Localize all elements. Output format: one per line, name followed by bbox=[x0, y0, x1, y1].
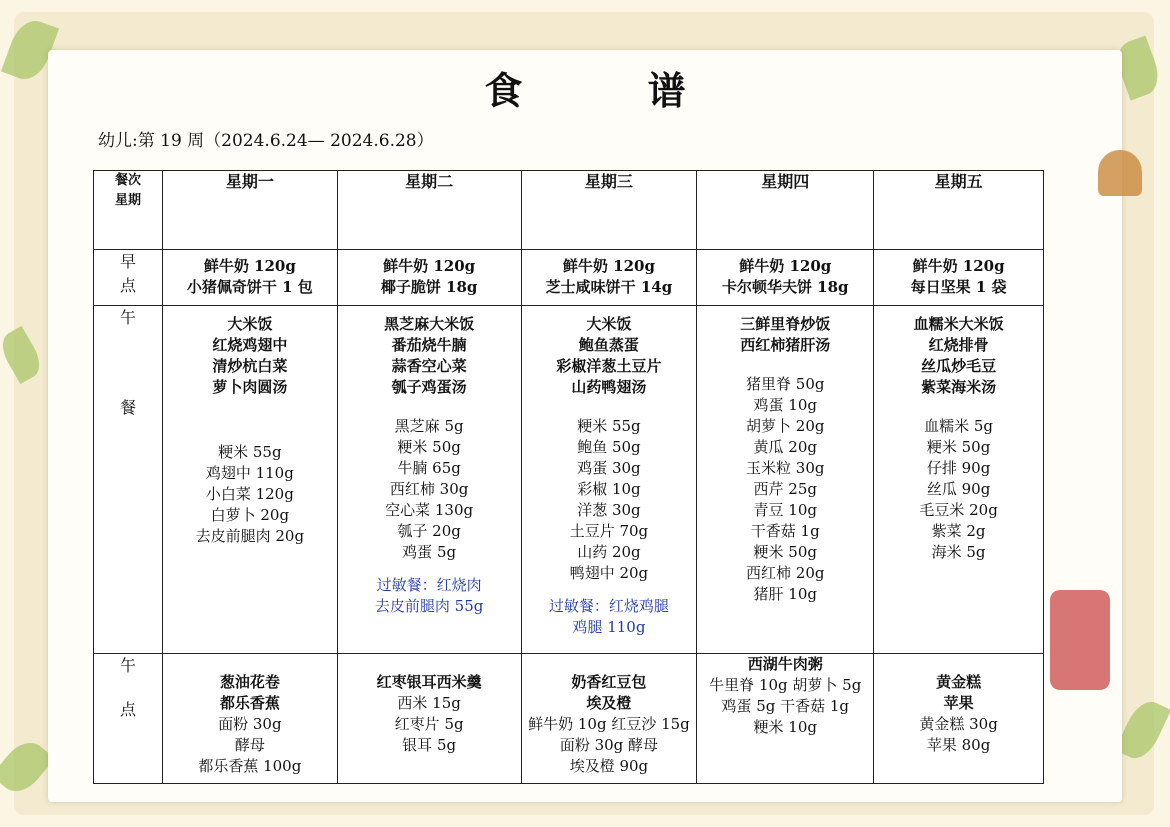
day-header: 星期一 bbox=[162, 171, 337, 250]
breakfast-item: 鲜牛奶 120g bbox=[203, 257, 296, 275]
ingredient-line: 西红柿 20g bbox=[746, 564, 825, 582]
ingredient-line: 粳米 50g bbox=[926, 438, 991, 456]
ingredient-line: 粳米 50g bbox=[753, 543, 817, 561]
breakfast-cell bbox=[697, 250, 874, 306]
ingredient-line: 小白菜 120g bbox=[205, 485, 294, 503]
ingredient-line: 鸡蛋 5g 干香菇 1g bbox=[721, 697, 850, 715]
ingredient-line: 白萝卜 20g bbox=[210, 506, 290, 524]
dish-name: 红枣银耳西米羹 bbox=[376, 673, 482, 691]
snack-cell bbox=[337, 654, 521, 784]
breakfast-cell bbox=[521, 250, 697, 306]
snack-row bbox=[94, 654, 1044, 784]
ingredient-line: 鲜牛奶 10g 红豆沙 15g bbox=[528, 715, 690, 733]
dish-name: 苹果 bbox=[943, 694, 974, 712]
day-header: 星期二 bbox=[337, 171, 521, 250]
ingredient-line: 西米 15g bbox=[397, 694, 461, 712]
ingredient-line: 海米 5g bbox=[931, 543, 986, 561]
ingredient-line: 青豆 10g bbox=[753, 501, 817, 519]
breakfast-item: 芝士咸味饼干 14g bbox=[545, 278, 673, 296]
allergy-note: 过敏餐：红烧肉 bbox=[376, 576, 482, 594]
dish-name: 奶香红豆包 bbox=[571, 673, 647, 691]
meal-label-char: 早 bbox=[119, 252, 136, 271]
ingredient-line: 鸭翅中 20g bbox=[569, 564, 649, 582]
ingredient-line: 鲍鱼 50g bbox=[577, 438, 641, 456]
snack-cell bbox=[874, 654, 1044, 784]
meal-label-char: 午 bbox=[119, 308, 136, 327]
ingredient-line: 面粉 30g bbox=[218, 715, 282, 733]
dish-name: 西红柿猪肝汤 bbox=[740, 336, 831, 354]
allergy-note: 去皮前腿肉 55g bbox=[374, 597, 484, 615]
ingredient-line: 红枣片 5g bbox=[394, 715, 464, 733]
dish-name: 丝瓜炒毛豆 bbox=[921, 357, 997, 375]
lunch-cell bbox=[521, 306, 697, 654]
header-row bbox=[94, 171, 1044, 250]
meal-label-char: 餐 bbox=[119, 398, 136, 417]
ingredient-line: 鸡蛋 10g bbox=[753, 396, 817, 414]
lunch-row bbox=[94, 306, 1044, 654]
ingredient-line: 苹果 80g bbox=[926, 736, 991, 754]
breakfast-cell bbox=[874, 250, 1044, 306]
allergy-note: 鸡腿 110g bbox=[572, 618, 646, 636]
ingredient-line: 洋葱 30g bbox=[577, 501, 641, 519]
ingredient-line: 牛腩 65g bbox=[397, 459, 461, 477]
snack-cell bbox=[697, 654, 874, 784]
dish-name: 红烧鸡翅中 bbox=[212, 336, 288, 354]
meal-label-char: 点 bbox=[119, 700, 136, 719]
breakfast-item: 鲜牛奶 120g bbox=[562, 257, 655, 275]
dish-name: 大米饭 bbox=[227, 315, 273, 333]
ingredient-line: 猪肝 10g bbox=[753, 585, 817, 603]
breakfast-item: 每日坚果 1 袋 bbox=[910, 278, 1007, 296]
dish-name: 血糯米大米饭 bbox=[913, 315, 1004, 333]
day-header: 星期五 bbox=[874, 171, 1044, 250]
breakfast-item: 鲜牛奶 120g bbox=[739, 257, 832, 275]
breakfast-row bbox=[94, 250, 1044, 306]
breakfast-cell bbox=[337, 250, 521, 306]
meal-label-char: 点 bbox=[119, 276, 136, 295]
ingredient-line: 牛里脊 10g 胡萝卜 5g bbox=[709, 676, 862, 694]
ingredient-line: 去皮前腿肉 20g bbox=[195, 527, 305, 545]
lunch-cell bbox=[874, 306, 1044, 654]
ingredient-line: 黄金糕 30g bbox=[919, 715, 998, 733]
dish-name: 大米饭 bbox=[586, 315, 632, 333]
ingredient-line: 西芹 25g bbox=[753, 480, 817, 498]
ingredient-line: 彩椒 10g bbox=[577, 480, 641, 498]
dish-name: 彩椒洋葱土豆片 bbox=[556, 357, 662, 375]
day-header: 星期三 bbox=[521, 171, 697, 250]
ingredient-line: 黄瓜 20g bbox=[753, 438, 817, 456]
ingredient-line: 粳米 10g bbox=[753, 718, 817, 736]
breakfast-item: 小猪佩奇饼干 1 包 bbox=[186, 278, 313, 296]
meal-label-char: 午 bbox=[119, 656, 136, 675]
dish-name: 萝卜肉圆汤 bbox=[212, 378, 288, 396]
ingredient-line: 鸡翅中 110g bbox=[205, 464, 294, 482]
page-title: 食 谱 bbox=[484, 68, 742, 113]
bell-icon bbox=[1098, 150, 1142, 196]
dish-name: 番茄烧牛腩 bbox=[391, 336, 467, 354]
ingredient-line: 丝瓜 90g bbox=[926, 480, 991, 498]
ingredient-line: 山药 20g bbox=[577, 543, 641, 561]
dish-name: 葱油花卷 bbox=[219, 673, 280, 691]
dish-name: 瓠子鸡蛋汤 bbox=[391, 378, 467, 396]
meal-label-lunch bbox=[94, 306, 163, 654]
snack-cell bbox=[521, 654, 697, 784]
dish-name: 红烧排骨 bbox=[928, 336, 989, 354]
dish-name: 鲍鱼蒸蛋 bbox=[578, 336, 639, 354]
dish-name: 埃及橙 bbox=[586, 694, 632, 712]
week-subtitle: 幼儿:第 19 周（2024.6.24— 2024.6.28） bbox=[98, 131, 434, 151]
ingredient-line: 土豆片 70g bbox=[569, 522, 649, 540]
dish-name: 紫菜海米汤 bbox=[921, 378, 997, 396]
dish-name: 黑芝麻大米饭 bbox=[384, 315, 475, 333]
ingredient-line: 紫菜 2g bbox=[931, 522, 986, 540]
breakfast-item: 卡尔顿华夫饼 18g bbox=[721, 278, 849, 296]
ingredient-line: 鸡蛋 5g bbox=[402, 543, 457, 561]
ingredient-line: 胡萝卜 20g bbox=[746, 417, 825, 435]
ingredient-line: 瓠子 20g bbox=[397, 522, 461, 540]
breakfast-cell bbox=[162, 250, 337, 306]
dish-name: 西湖牛肉粥 bbox=[747, 655, 823, 673]
corner-cell bbox=[94, 171, 163, 250]
ingredient-line: 粳米 55g bbox=[577, 417, 641, 435]
ingredient-line: 西红柿 30g bbox=[389, 480, 469, 498]
ingredient-line: 埃及橙 90g bbox=[569, 757, 649, 775]
meal-label-breakfast bbox=[94, 250, 163, 306]
ingredient-line: 都乐香蕉 100g bbox=[198, 757, 302, 775]
ingredient-line: 仔排 90g bbox=[926, 459, 991, 477]
ingredient-line: 毛豆米 20g bbox=[919, 501, 998, 519]
dish-name: 三鲜里脊炒饭 bbox=[740, 315, 831, 333]
ingredient-line: 空心菜 130g bbox=[385, 501, 474, 519]
breakfast-item: 鲜牛奶 120g bbox=[912, 257, 1005, 275]
lunch-cell bbox=[697, 306, 874, 654]
breakfast-item: 椰子脆饼 18g bbox=[380, 278, 478, 296]
dish-name: 蒜香空心菜 bbox=[391, 357, 467, 375]
snack-cell bbox=[162, 654, 337, 784]
ingredient-line: 粳米 55g bbox=[218, 443, 282, 461]
ingredient-line: 酵母 bbox=[234, 736, 265, 754]
dish-name: 山药鸭翅汤 bbox=[571, 378, 647, 396]
corner-meal: 餐次 bbox=[114, 173, 141, 188]
ingredient-line: 黑芝麻 5g bbox=[394, 417, 464, 435]
breakfast-item: 鲜牛奶 120g bbox=[383, 257, 476, 275]
dish-name: 黄金糕 bbox=[936, 673, 982, 691]
ingredient-line: 鸡蛋 30g bbox=[577, 459, 641, 477]
lunch-cell bbox=[162, 306, 337, 654]
dish-name: 都乐香蕉 bbox=[219, 694, 280, 712]
ingredient-line: 玉米粒 30g bbox=[746, 459, 825, 477]
day-header: 星期四 bbox=[697, 171, 874, 250]
ingredient-line: 干香菇 1g bbox=[750, 522, 820, 540]
lantern-icon bbox=[1050, 590, 1110, 690]
lunch-cell bbox=[337, 306, 521, 654]
allergy-note: 过敏餐：红烧鸡腿 bbox=[548, 597, 669, 615]
meal-label-snack bbox=[94, 654, 163, 784]
menu-table bbox=[93, 170, 1044, 784]
ingredient-line: 银耳 5g bbox=[402, 736, 457, 754]
dish-name: 清炒杭白菜 bbox=[212, 357, 288, 375]
ingredient-line: 猪里脊 50g bbox=[746, 375, 825, 393]
ingredient-line: 血糯米 5g bbox=[924, 417, 994, 435]
ingredient-line: 粳米 50g bbox=[397, 438, 461, 456]
ingredient-line: 面粉 30g 酵母 bbox=[559, 736, 659, 754]
corner-day: 星期 bbox=[114, 193, 141, 208]
